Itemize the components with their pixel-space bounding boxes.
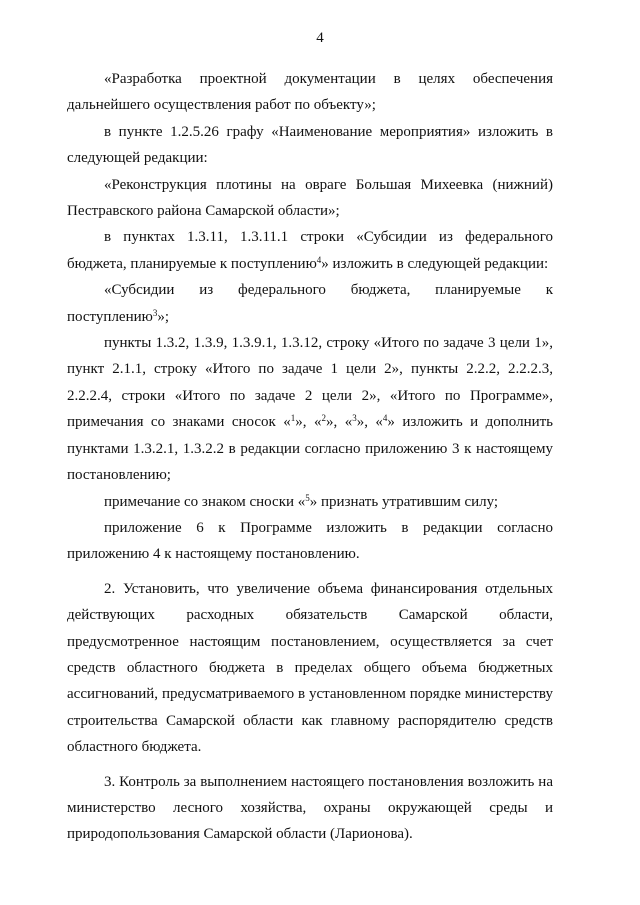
paragraph (67, 489, 553, 515)
text-run: «Реконструкция плотины на овраге Большая Михеевка (нижний) Пестравского района Самарской области»; (67, 176, 553, 220)
text-run: «Субсидии из федерального бюджета, планируемые к поступлению (67, 282, 553, 325)
text-run: » изложить и дополнить пунктами 1.3.2.1, 1.3.2.2 в редакции согласно приложению 3 к настоящему постановлению; (67, 414, 554, 484)
text-run: примечание со знаком сноски « (104, 493, 306, 510)
text-run: 2. Установить, что увеличение объема финансирования отдельных действующих расходных обязательств Самарской области, предусмотренное настоящим постановлением, осуществляется за счет средств областного бюджета в пределах общего объема бюджетных ассигнований, предусматриваемого в установленном порядке министерству строительства Самарской области как главному распорядителю средств областного бюджета. (67, 580, 553, 756)
text-run: »; (157, 308, 170, 325)
footnote-mark: 4 (316, 254, 322, 265)
document-body (67, 66, 553, 848)
paragraph (67, 224, 553, 277)
footnote-mark: 2 (321, 413, 326, 424)
paragraph (67, 172, 553, 225)
text-run: в пунктах 1.3.11, 1.3.11.1 строки «Субсидии из федерального бюджета, планируемые к поступлению (67, 229, 553, 272)
text-run: в пункте 1.2.5.26 графу «Наименование мероприятия» изложить в следующей редакции: (67, 123, 553, 167)
page-number: 4 (316, 30, 324, 46)
text-run: » изложить в следующей редакции: (321, 255, 549, 272)
footnote-mark: 3 (352, 413, 357, 424)
paragraph (67, 119, 553, 172)
paragraph (67, 277, 553, 330)
paragraph (67, 330, 553, 488)
text-run: «Разработка проектной документации в целях обеспечения дальнейшего осуществления работ по объекту»; (67, 71, 553, 114)
text-run: », « (356, 414, 383, 431)
text-run: 3. Контроль за выполнением настоящего постановления возложить на министерство лесного хозяйства, охраны окружающей среды и природопользования Самарской области (Ларионова). (67, 773, 553, 843)
paragraph (67, 576, 553, 761)
paragraph (67, 66, 553, 119)
footnote-mark: 4 (382, 413, 388, 424)
footnote-mark: 5 (305, 492, 310, 503)
text-run: приложение 6 к Программе изложить в редакции согласно приложению 4 к настоящему постановлению. (67, 519, 553, 563)
text-run: » признать утратившим силу; (309, 493, 499, 510)
paragraph (67, 515, 553, 568)
text-run: », « (295, 414, 322, 431)
footnote-mark: 3 (152, 307, 158, 318)
footnote-mark: 1 (290, 413, 296, 424)
paragraph (67, 769, 553, 848)
text-run: пункты 1.3.2, 1.3.9, 1.3.9.1, 1.3.12, строку «Итого по задаче 3 цели 1», пункт 2.1.1, строку «Итого по задаче 1 цели 2», пункты 2.2.2, 2.2.2.3, 2.2.2.4, строки «Итого по задаче 2 цели 2», «Итого по Программе», примечания со знаками сносок « (67, 335, 553, 431)
text-run: », « (326, 414, 353, 431)
